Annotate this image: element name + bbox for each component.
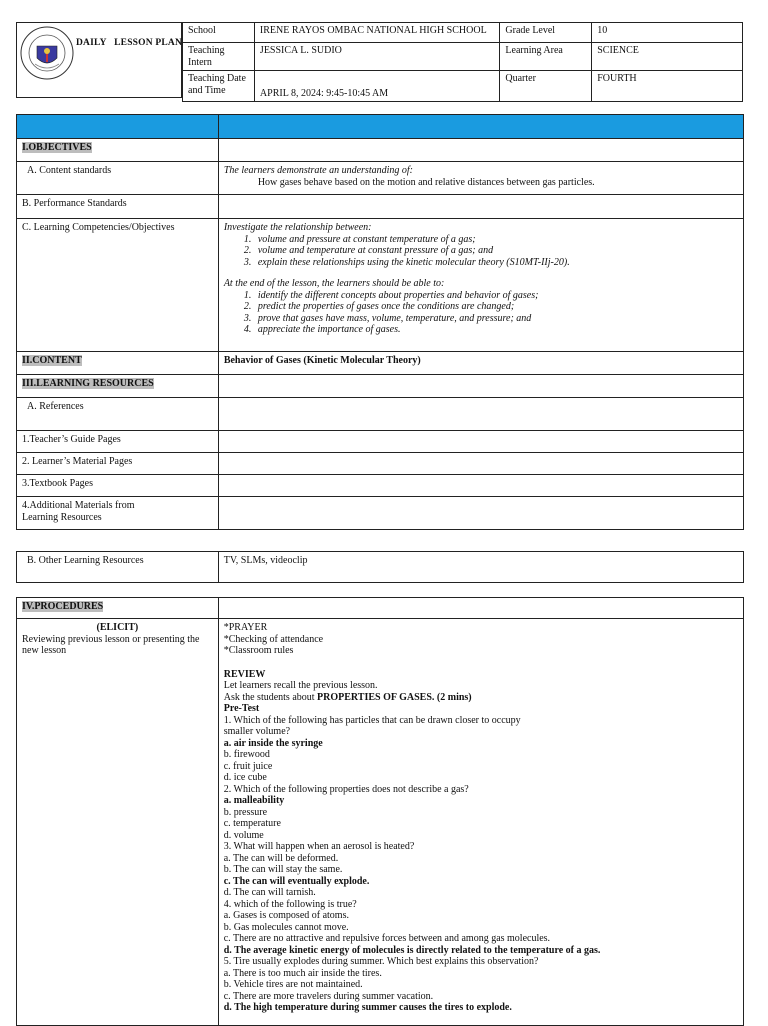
pretest-line: a. Gases is composed of atoms. [223,910,349,921]
learners-material-label: 2. Learner’s Material Pages [17,453,219,475]
teaching-date-label: Teaching Date and Time [183,71,255,102]
pretest-line: c. fruit juice [223,760,273,772]
pretest-questions [224,715,738,1014]
review-title: REVIEW [223,668,266,680]
blue-header-row [17,115,744,139]
pretest-line: a. The can will be deformed. [223,852,339,864]
teaching-intern-value: JESSICA L. SUDIO [254,43,499,71]
content-standards-row [17,162,744,195]
procedures-table [16,597,744,1026]
other-resources-label: B. Other Learning Resources [17,552,219,583]
header-row-date [183,71,743,102]
competencies-label: C. Learning Competencies/Objectives [17,219,219,352]
additional-materials-row [17,497,744,530]
content-value: Behavior of Gases (Kinetic Molecular Theory) [218,352,743,375]
header-row-school [183,23,743,43]
other-resources-value: TV, SLMs, videoclip [218,552,743,583]
quarter-label: Quarter [500,71,592,102]
competency-item: 3. explain these relationships using the kinetic molecular theory (S10MT-IIj-20). [254,257,738,269]
pretest-line: c. The can will eventually explode. [223,875,370,887]
other-resources-table [16,551,744,583]
pretest-line: a. malleability [223,795,285,806]
textbook-label: 3.Textbook Pages [17,475,219,497]
references-label: A. References [17,398,219,431]
pretest-title: Pre-Test [223,703,260,714]
performance-standards-row [17,195,744,219]
pretest-line: b. The can will stay the same. [223,864,343,875]
objective-item: 4. appreciate the importance of gases. [254,324,738,336]
pretest-line: b. Vehicle tires are not maintained. [223,979,363,990]
pretest-line: d. The average kinetic energy of molecules is directly related to the temperature of a gas. [223,944,601,956]
teaching-date-value: APRIL 8, 2024: 9:45-10:45 AM [254,71,499,102]
content-standards-label: A. Content standards [17,162,219,195]
learning-resources-row [17,375,744,398]
pretest-line: 2. Which of the following properties does not describe a gas? [223,783,469,795]
pretest-line: b. firewood [223,749,270,760]
content-heading: II.CONTENT [22,355,82,366]
pretest-line: d. The can will tarnish. [223,887,316,898]
objective-item: 1. identify the different concepts about properties and behavior of gases; [254,290,738,302]
header-row-intern [183,43,743,71]
opening-line: *PRAYER [223,622,268,633]
learning-area-value: SCIENCE [592,43,743,71]
content-row [17,352,744,375]
procedures-heading-row [17,598,744,619]
teaching-intern-label: Teaching Intern [183,43,255,71]
page-title: DAILY LESSON PLAN [76,38,183,48]
end-of-lesson-intro: At the end of the lesson, the learners should be able to: [223,278,445,289]
objective-item: 2. predict the properties of gases once the conditions are changed; [254,301,738,313]
content-standards-text: How gases behave based on the motion and relative distances between gas particles. [257,176,595,188]
learning-area-label: Learning Area [500,43,592,71]
pretest-line: 4. which of the following is true? [223,898,357,910]
objective-item: 3. prove that gases have mass, volume, temperature, and pressure; and [254,313,738,325]
objectives-row [17,139,744,162]
school-label: School [183,23,255,43]
review-line-2: Ask the students about PROPERTIES OF GASES. (2 mins) [223,691,472,703]
opening-line: *Classroom rules [223,645,294,656]
pretest-line: d. The high temperature during summer causes the tires to explode. [223,1002,512,1013]
pretest-line: d. ice cube [223,772,267,783]
pretest-line: b. Gas molecules cannot move. [223,921,349,933]
pretest-line: b. pressure [223,806,268,818]
elicit-title: (ELICIT) [96,622,139,633]
procedures-heading: IV.PROCEDURES [22,601,104,612]
pretest-line: d. volume [223,829,264,841]
grade-level-value: 10 [592,23,743,43]
elicit-description: Reviewing previous lesson or presenting the new lesson [22,633,200,656]
pretest-line: 1. Which of the following has particles that can be drawn closer to occupy smaller volume? [223,714,521,737]
opening-line: *Checking of attendance [223,633,324,645]
grade-level-label: Grade Level [500,23,592,43]
competency-item: 2. volume and temperature at constant pressure of a gas; and [254,245,738,257]
lesson-plan-table [16,114,744,530]
review-line: Let learners recall the previous lesson. [223,680,378,691]
learning-resources-heading: III.LEARNING RESOURCES [22,378,154,389]
school-value: IRENE RAYOS OMBAC NATIONAL HIGH SCHOOL [254,23,499,43]
references-row [17,398,744,431]
pretest-line: 5. Tire usually explodes during summer. Which best explains this observation? [223,956,539,967]
competencies-intro: Investigate the relationship between: [223,222,372,233]
competencies-list [224,234,738,269]
header-info-table [182,22,743,102]
content-standards-intro: The learners demonstrate an understanding of: [223,165,413,176]
objectives-heading: I.OBJECTIVES [22,142,92,153]
elicit-row [17,619,744,1026]
teachers-guide-row [17,431,744,453]
performance-standards-label: B. Performance Standards [17,195,219,219]
end-of-lesson-list [224,290,738,336]
competencies-row [17,219,744,352]
pretest-line: 3. What will happen when an aerosol is heated? [223,841,415,852]
pretest-line: c. There are more travelers during summer vacation. [223,990,434,1002]
quarter-value: FOURTH [592,71,743,102]
pretest-line: c. temperature [223,818,281,829]
deped-seal-logo [20,26,74,80]
pretest-line: a. air inside the syringe [223,737,323,749]
learners-material-row [17,453,744,475]
textbook-row [17,475,744,497]
teachers-guide-label: 1.Teacher’s Guide Pages [17,431,219,453]
other-resources-row [17,552,744,583]
competency-item: 1. volume and pressure at constant temperature of a gas; [254,234,738,246]
additional-materials-label: 4.Additional Materials from Learning Resources [17,497,219,530]
pretest-line: c. There are no attractive and repulsive forces between and among gas molecules. [223,933,551,944]
pretest-line: a. There is too much air inside the tires. [223,967,382,979]
